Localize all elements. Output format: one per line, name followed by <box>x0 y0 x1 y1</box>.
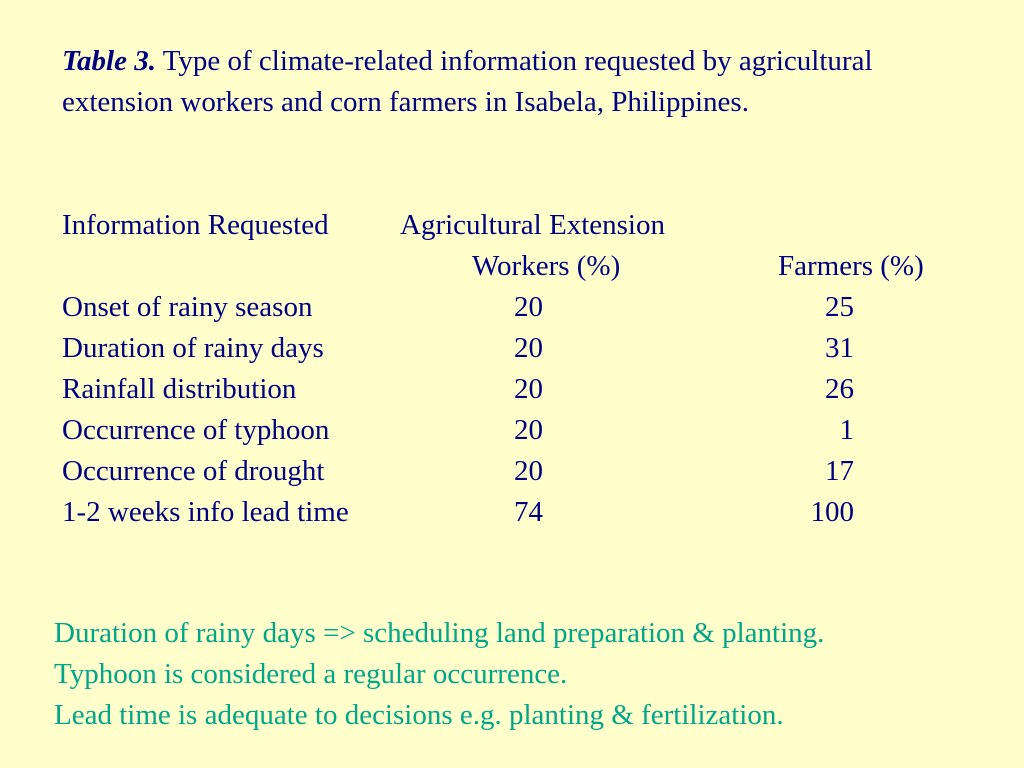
header-information-requested: Information Requested <box>62 209 329 241</box>
row-info: Occurrence of drought <box>62 455 325 487</box>
row-info: 1-2 weeks info lead time <box>62 496 349 528</box>
row-info: Onset of rainy season <box>62 291 313 323</box>
row-workers-value: 20 <box>514 291 543 323</box>
header-workers-line2: Workers (%) <box>472 250 621 282</box>
row-farmers-value: 26 <box>825 373 854 405</box>
data-table <box>62 205 962 533</box>
table-header-row-2 <box>62 246 962 287</box>
caption-label: Table 3. <box>62 45 156 77</box>
row-workers-value: 20 <box>514 332 543 364</box>
table-row <box>62 492 962 533</box>
table-caption <box>62 41 962 123</box>
row-workers-value: 74 <box>514 496 543 528</box>
row-info: Duration of rainy days <box>62 332 324 364</box>
note-lead-time: Lead time is adequate to decisions e.g. planting & fertilization. <box>54 699 784 731</box>
table-row <box>62 287 962 328</box>
header-farmers: Farmers (%) <box>778 250 924 282</box>
row-workers-value: 20 <box>514 414 543 446</box>
note-rainy-days: Duration of rainy days => scheduling land preparation & planting. <box>54 617 825 649</box>
row-farmers-value: 17 <box>825 455 854 487</box>
row-info: Rainfall distribution <box>62 373 297 405</box>
row-workers-value: 20 <box>514 455 543 487</box>
caption-text: Type of climate-related information requested by agricultural extension workers and corn farmers in Isabela, Philippines. <box>62 45 873 118</box>
table-row <box>62 410 962 451</box>
notes <box>54 613 1004 736</box>
table-row <box>62 369 962 410</box>
row-farmers-value: 31 <box>825 332 854 364</box>
row-info: Occurrence of typhoon <box>62 414 330 446</box>
table-row <box>62 451 962 492</box>
note-typhoon: Typhoon is considered a regular occurrence. <box>54 658 568 690</box>
table-header-row-1 <box>62 205 962 246</box>
row-farmers-value: 100 <box>810 496 854 528</box>
row-farmers-value: 25 <box>825 291 854 323</box>
row-workers-value: 20 <box>514 373 543 405</box>
row-farmers-value: 1 <box>839 414 854 446</box>
table-row <box>62 328 962 369</box>
header-workers-line1: Agricultural Extension <box>400 209 665 241</box>
